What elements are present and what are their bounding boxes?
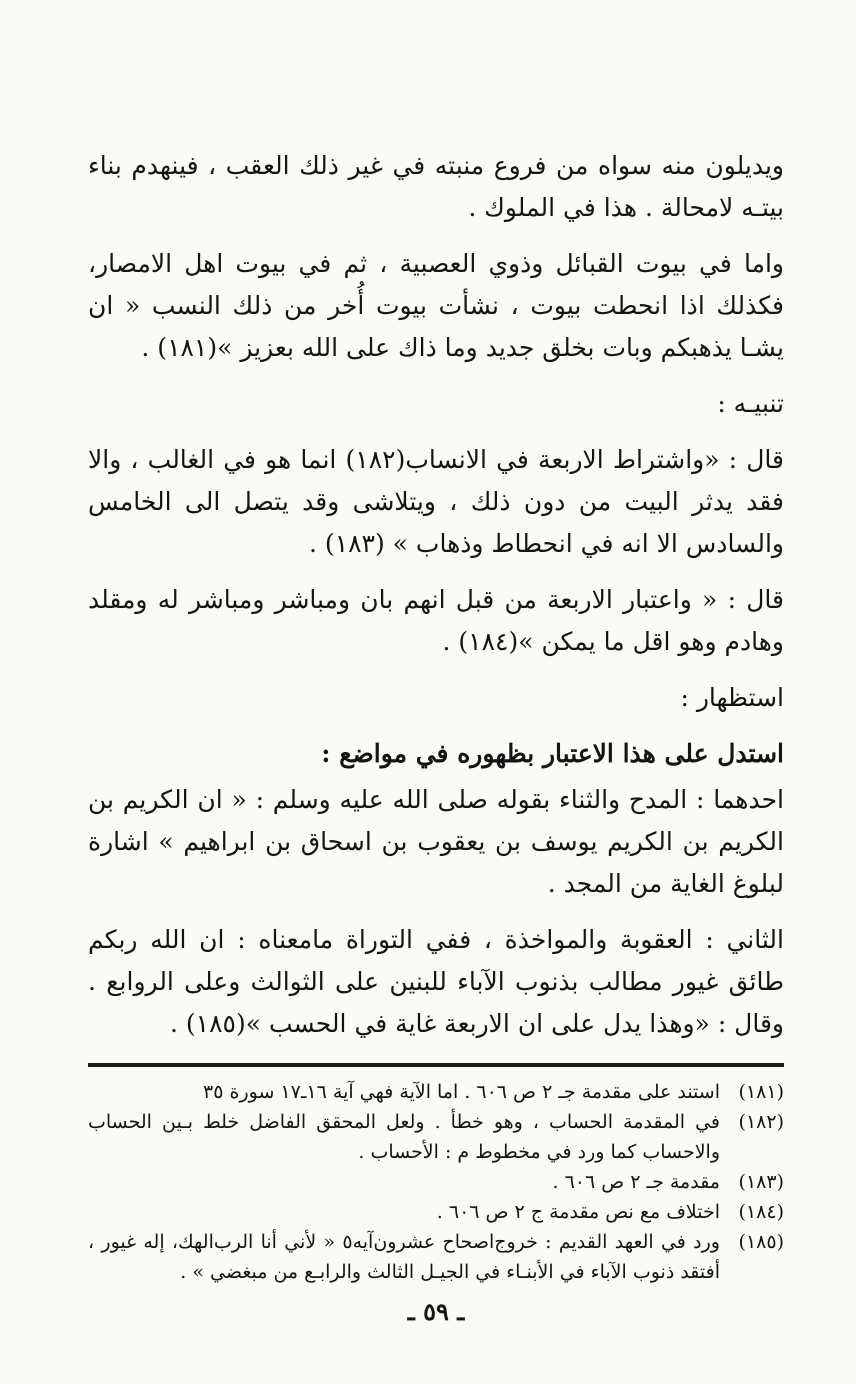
paragraph-3: قال : «واشتراط الاربعة في الانساب(١٨٢) انما هو في الغالب ، والا فقد يدثر البيت من دون ذلك ، ويتلاشى وقد يتصل الى الخامس والسادس الا انه في انحطاط وذهاب » (١٨٣) .: [88, 445, 784, 558]
paragraph-4: قال : « واعتبار الاربعة من قبل انهم بان ومباشر ومباشر له ومقلد وهادم وهو اقل ما يمكن »(١٨٤) .: [88, 585, 784, 656]
footnote-text: استند على مقدمة جـ ٢ ص ٦٠٦ . اما الآية فهي آية ١٦ـ١٧ سورة ٣٥: [203, 1081, 720, 1103]
footnote-number: (١٨٤): [738, 1201, 784, 1223]
footnote-number: (١٨٣): [738, 1171, 784, 1193]
paragraph-5: استدل على هذا الاعتبار بظهوره في مواضع :: [321, 739, 784, 768]
footnote-text: ورد في العهد القديم : خروج‌اصحاح عشرون‌آيه٥ « لأني أنا الرب‌الهك، إله غيور ، أفتقد ذنوب الآباء في الأبنـاء في الجيـل الثالث والرابـع من مبغضي » .: [88, 1231, 720, 1283]
footnote-text: في المقدمة الحساب ، وهو خطأ . ولعل المحقق الفاضل خلط بـين الحساب والاحساب كما ورد في مخطوط م : الأحساب .: [88, 1111, 720, 1163]
footnote-183: [88, 1167, 784, 1197]
page-number: ـ ٥٩ ـ: [407, 1297, 465, 1326]
paragraph-2: واما في بيوت القبائل وذوي العصبية ، ثم في بيوت اهل الامصار، فكذلك اذا انحطت بيوت ، نشأت بيوت أُخر من ذلك النسب « ان يشـا يذهبكم وبات بخلق جديد وما ذاك على الله بعزيز »(١٨١) .: [88, 249, 784, 362]
footnote-182: [88, 1107, 784, 1167]
paragraph-1: ويديلون منه سواه من فروع منبته في غير ذلك العقب ، فينهدم بناء بيتـه لامحالة . هذا في الملوك .: [88, 151, 784, 222]
footnote-divider: [88, 1063, 784, 1067]
paragraph-7: الثاني : العقوبة والمواخذة ، ففي التوراة مامعناه : ان الله ربكم طائق غيور مطالب بذنوب الآباء للبنين على الثوالث وعلى الروابع . وقال : «وهذا يدل على ان الاربعة غاية في الحسب »(١٨٥) .: [88, 925, 784, 1038]
paragraph-6: احدهما : المدح والثناء بقوله صلى الله عليه وسلم : « ان الكريم بن الكريم بن الكريم يوسف بن يعقوب بن اسحاق بن ابراهيم » اشارة لبلوغ الغاية من المجد .: [88, 785, 784, 898]
footnote-184: [88, 1197, 784, 1227]
footnote-number: (١٨٢): [738, 1111, 784, 1133]
footnote-text: مقدمة جـ ٢ ص ٦٠٦ .: [552, 1171, 720, 1193]
heading-istizhar: استظهار :: [680, 683, 784, 712]
footnote-number: (١٨٥): [738, 1231, 784, 1253]
footnote-185: [88, 1227, 784, 1287]
footnote-181: [88, 1077, 784, 1107]
footnote-text: اختلاف مع نص مقدمة ج ٢ ص ٦٠٦ .: [436, 1201, 720, 1223]
footnote-number: (١٨١): [738, 1081, 784, 1103]
heading-tanbih: تنبيـه :: [717, 389, 784, 418]
